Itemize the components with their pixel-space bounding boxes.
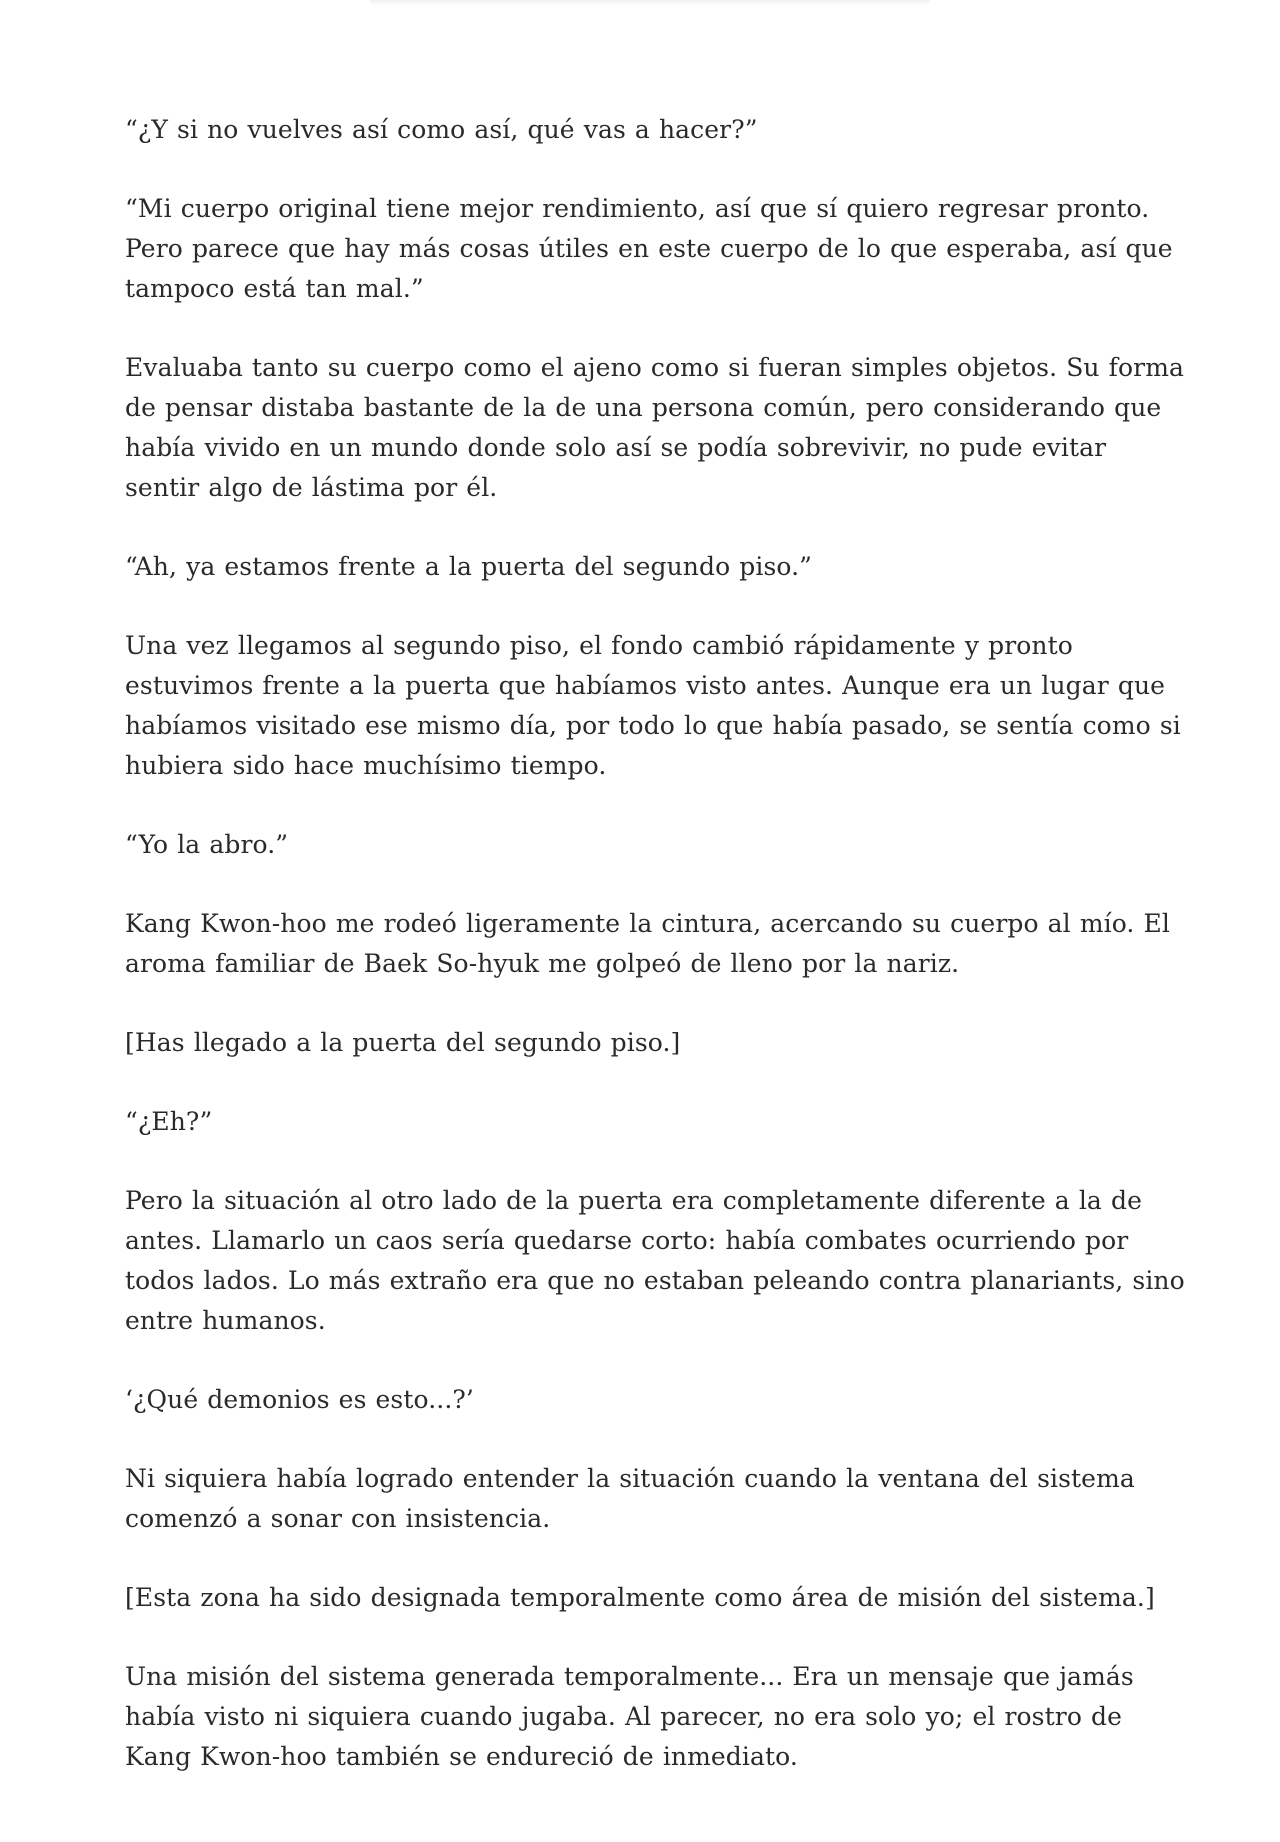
dialogue-line: “¿Y si no vuelves así como así, qué vas a hacer?” bbox=[125, 115, 758, 144]
dialogue-line: “Yo la abro.” bbox=[125, 830, 289, 859]
dialogue-line: “Mi cuerpo original tiene mejor rendimiento, así que sí quiero regresar pronto. Pero parece que hay más cosas útiles en este cuerpo de lo que esperaba, así que tampoco está tan mal.” bbox=[125, 194, 1173, 303]
narration-paragraph: Kang Kwon-hoo me rodeó ligeramente la cintura, acercando su cuerpo al mío. El aroma familiar de Baek So-hyuk me golpeó de lleno por la nariz. bbox=[125, 909, 1170, 978]
narration-paragraph: Una misión del sistema generada temporalmente... Era un mensaje que jamás había visto ni siquiera cuando jugaba. Al parecer, no era solo yo; el rostro de Kang Kwon-hoo también se endureció de inmediato. bbox=[125, 1662, 1134, 1771]
dialogue-line: “Ah, ya estamos frente a la puerta del segundo piso.” bbox=[125, 552, 813, 581]
thought-line: ‘¿Qué demonios es esto...?’ bbox=[125, 1385, 474, 1414]
dialogue-line: “¿Eh?” bbox=[125, 1107, 213, 1136]
article-body bbox=[125, 110, 1185, 1816]
narration-paragraph: Ni siquiera había logrado entender la situación cuando la ventana del sistema comenzó a sonar con insistencia. bbox=[125, 1464, 1135, 1533]
top-shadow bbox=[370, 0, 930, 6]
narration-paragraph: Evaluaba tanto su cuerpo como el ajeno como si fueran simples objetos. Su forma de pensar distaba bastante de la de una persona común, pero considerando que había vivido en un mundo donde solo así se podía sobrevivir, no pude evitar sentir algo de lástima por él. bbox=[125, 353, 1185, 502]
system-message: [Esta zona ha sido designada temporalmente como área de misión del sistema.] bbox=[125, 1583, 1155, 1612]
narration-paragraph: Una vez llegamos al segundo piso, el fondo cambió rápidamente y pronto estuvimos frente a la puerta que habíamos visto antes. Aunque era un lugar que habíamos visitado ese mismo día, por todo lo que había pasado, se sentía como si hubiera sido hace muchísimo tiempo. bbox=[125, 631, 1181, 780]
narration-paragraph: Pero la situación al otro lado de la puerta era completamente diferente a la de antes. Llamarlo un caos sería quedarse corto: había combates ocurriendo por todos lados. Lo más extraño era que no estaban peleando contra planariants, sino entre humanos. bbox=[125, 1186, 1185, 1335]
system-message: [Has llegado a la puerta del segundo piso.] bbox=[125, 1028, 681, 1057]
